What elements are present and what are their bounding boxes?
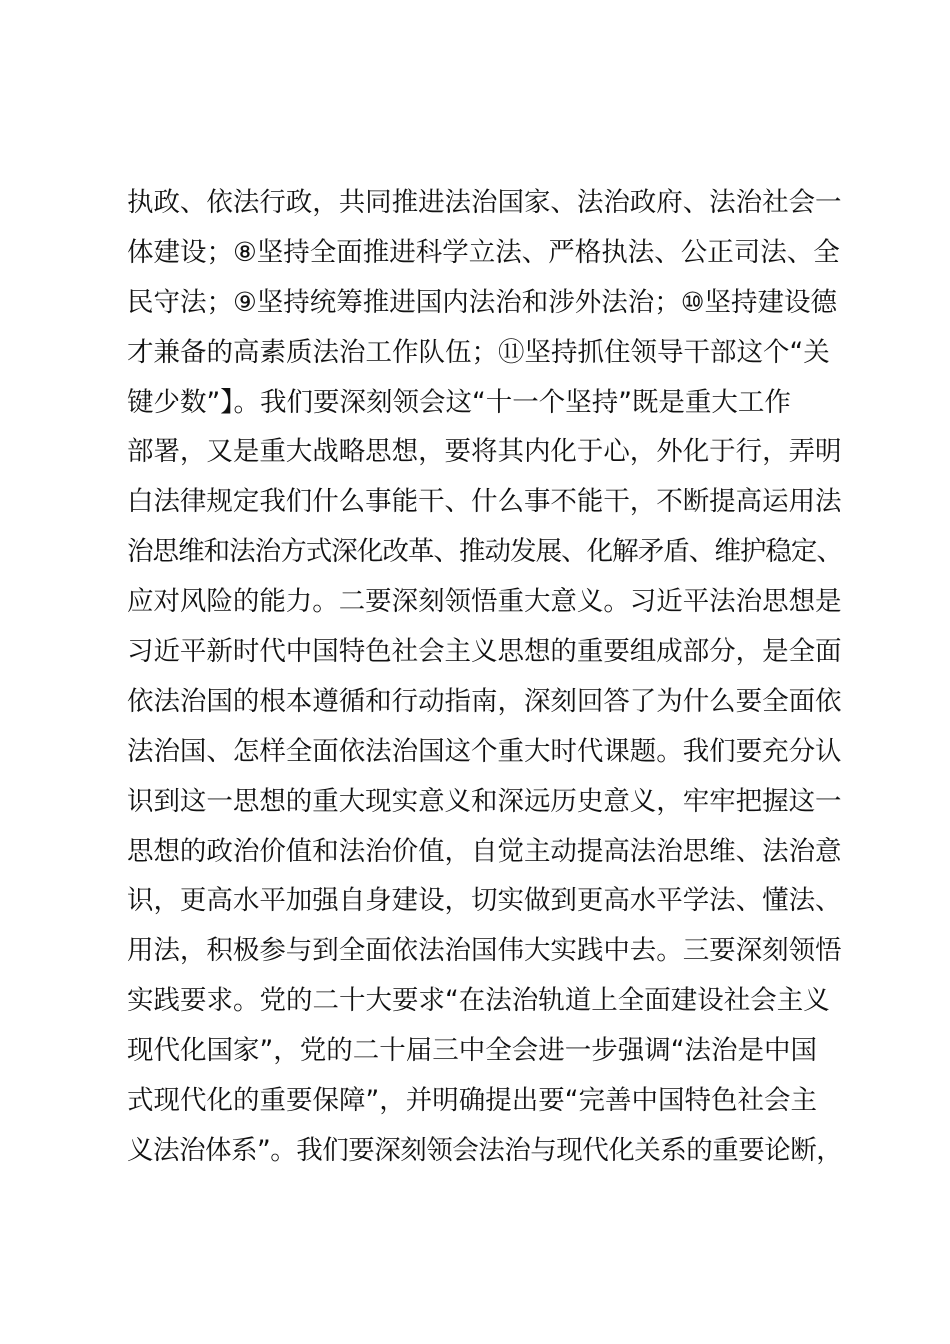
text-line: 体建设；⑧坚持全面推进科学立法、严格执法、公正司法、全 <box>127 236 840 268</box>
text-line: 识，更高水平加强自身建设，切实做到更高水平学法、懂法、 <box>127 885 842 917</box>
text-line: 依法治国的根本遵循和行动指南，深刻回答了为什么要全面依 <box>127 685 842 717</box>
text-line: 白法律规定我们什么事能干、什么事不能干，不断提高运用法 <box>127 486 842 518</box>
text-line: 式现代化的重要保障”，并明确提出要“完善中国特色社会主 <box>127 1085 817 1117</box>
text-line: 应对风险的能力。二要深刻领悟重大意义。习近平法治思想是 <box>127 586 842 618</box>
body-paragraph <box>127 178 843 1176</box>
text-line: 治思维和法治方式深化改革、推动发展、化解矛盾、维护稳定、 <box>127 536 842 568</box>
text-line: 执政、依法行政，共同推进法治国家、法治政府、法治社会一 <box>127 187 842 218</box>
text-line: 习近平新时代中国特色社会主义思想的重要组成部分，是全面 <box>127 636 842 668</box>
text-line: 实践要求。党的二十大要求“在法治轨道上全面建设社会主义 <box>127 985 830 1017</box>
text-line: 现代化国家”，党的二十届三中全会进一步强调“法治是中国 <box>127 1035 817 1067</box>
text-line: 义法治体系”。我们要深刻领会法治与现代化关系的重要论断， <box>127 1134 843 1166</box>
text-line: 法治国、怎样全面依法治国这个重大时代课题。我们要充分认 <box>127 735 842 767</box>
text-line: 民守法；⑨坚持统筹推进国内法治和涉外法治；⑩坚持建设德 <box>127 286 838 318</box>
text-line: 键少数”】。我们要深刻领会这“十一个坚持”既是重大工作 <box>127 386 791 418</box>
text-line: 识到这一思想的重大现实意义和深远历史意义，牢牢把握这一 <box>127 785 842 817</box>
text-line: 用法，积极参与到全面依法治国伟大实践中去。三要深刻领悟 <box>127 935 842 967</box>
text-line: 部署，又是重大战略思想，要将其内化于心，外化于行，弄明 <box>127 436 842 468</box>
text-line: 才兼备的高素质法治工作队伍；⑪坚持抓住领导干部这个“关 <box>127 336 830 368</box>
text-line: 思想的政治价值和法治价值，自觉主动提高法治思维、法治意 <box>127 835 842 867</box>
